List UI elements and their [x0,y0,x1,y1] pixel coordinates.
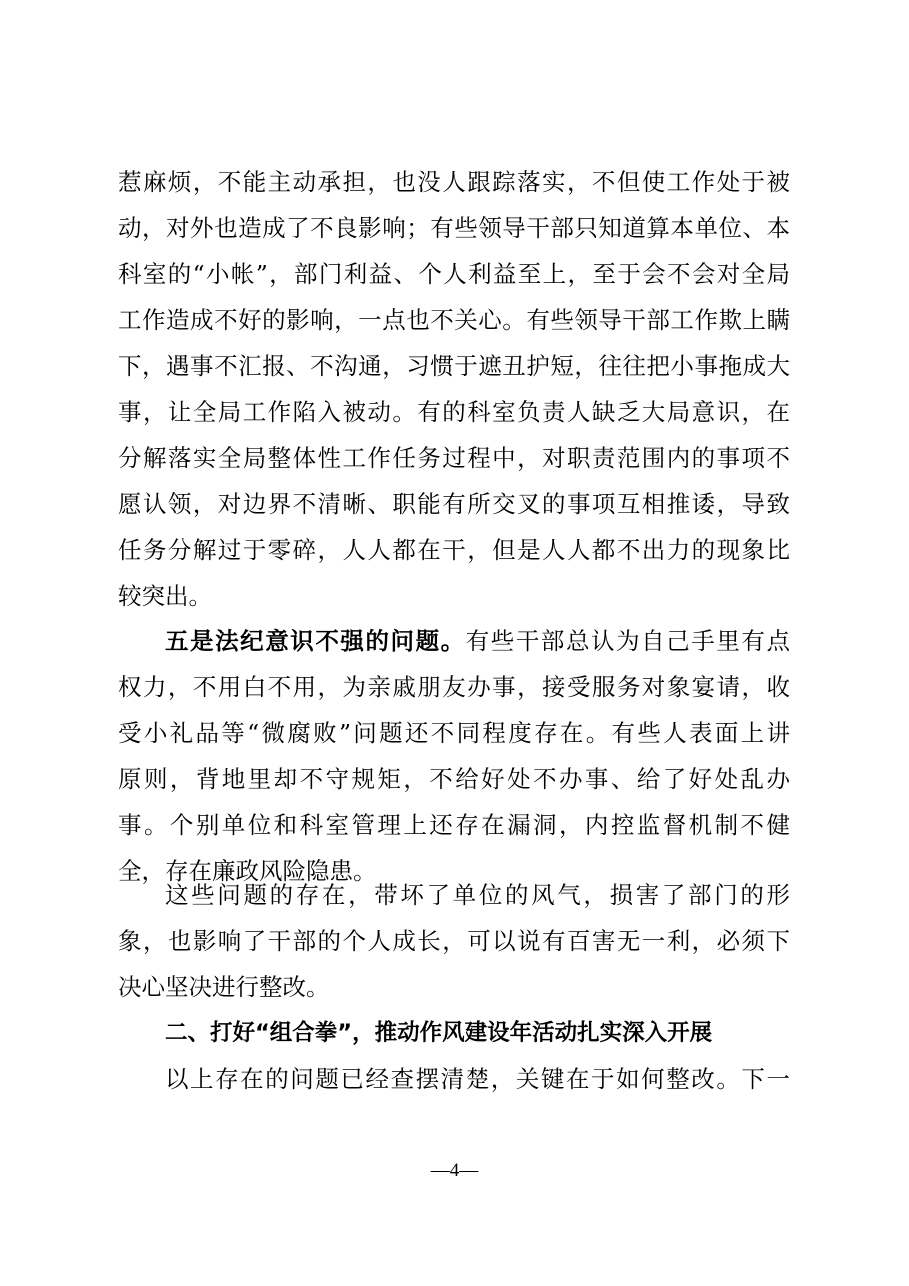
page-number: —4— [430,1160,479,1181]
paragraph-discipline-issue [118,626,790,886]
text-line: 受小礼品等“微腐败”问题还不同程度存在。有些人表面上讲 [118,719,790,747]
text-line: 下，遇事不汇报、不沟通，习惯于遮丑护短，往往把小事拖成大 [118,352,790,380]
paragraph-lead-bold: 五是法纪意识不强的问题。 [165,627,466,655]
text-line: 权力，不用白不用，为亲戚朋友办事，接受服务对象宴请，收 [118,673,790,701]
text-line: 任务分解过于零碎，人人都在干，但是人人都不出力的现象比 [118,536,790,564]
text-line: 较突出。 [118,582,212,610]
text-line: 这些问题的存在，带坏了单位的风气，损害了部门的形 [165,881,790,909]
section-heading [118,1018,790,1048]
text-line: 原则，背地里却不守规矩，不给好处不办事、给了好处乱办 [118,765,790,793]
text-line: 全，存在廉政风险隐患。 [118,857,377,885]
paragraph-next-section [118,1064,790,1094]
text-line: 事。个别单位和科室管理上还存在漏洞，内控监督机制不健 [118,811,790,839]
heading-text: 二、打好“组合拳”，推动作风建设年活动扎实深入开展 [165,1020,713,1046]
paragraph-summary [118,880,790,1002]
text-line: 惹麻烦，不能主动承担，也没人跟踪落实，不但使工作处于被 [118,168,790,196]
text-line: 象，也影响了干部的个人成长，可以说有百害无一利，必须下 [118,927,790,955]
text-line: 事，让全局工作陷入被动。有的科室负责人缺乏大局意识，在 [118,398,790,426]
text-line: 分解落实全局整体性工作任务过程中，对职责范围内的事项不 [118,444,790,472]
text-line: 以上存在的问题已经查摆清楚，关键在于如何整改。下一 [165,1065,790,1093]
text-line: 工作造成不好的影响，一点也不关心。有些领导干部工作欺上瞒 [118,306,790,334]
paragraph-continued [118,167,790,611]
text-line: 愿认领，对边界不清晰、职能有所交叉的事项互相推诿，导致 [118,490,790,518]
text-line [118,626,790,656]
text-line: 科室的“小帐”，部门利益、个人利益至上，至于会不会对全局 [118,260,790,288]
text-run: 有些干部总认为自己手里有点 [465,627,790,655]
text-line: 动，对外也造成了不良影响；有些领导干部只知道算本单位、本 [118,214,790,242]
text-line: 决心坚决进行整改。 [118,973,330,1001]
